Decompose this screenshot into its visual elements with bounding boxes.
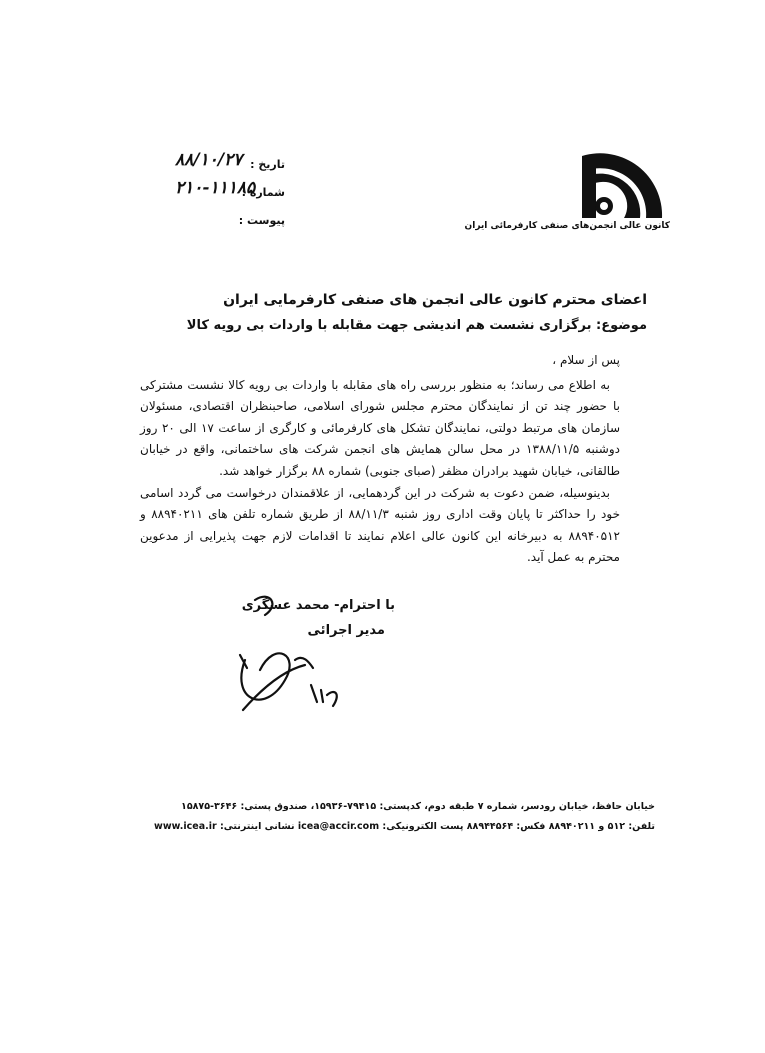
letter-footer [154, 797, 655, 837]
number-value: ۲۱۰-۱۱۱۸۵ [175, 178, 256, 198]
attachment-label: پیوست : [238, 214, 285, 227]
footer-address: خیابان حافظ، خیابان رودسر، شماره ۷ طبقه دوم، کدپستی: ۷۹۴۱۵-۱۵۹۳۶، صندوق پستی: ۳۶۴۶-۱۵۸۷۵ [181, 801, 655, 812]
letter-subject: موضوع: برگزاری نشست هم اندیشی جهت مقابله با واردات بی رویه کالا [186, 318, 647, 333]
signature-closing: با احترام- محمد عسگری [241, 598, 395, 613]
number-row [175, 178, 285, 206]
organization-name: کانون عالی انجمن‌های صنفی کارفرمائی ایران [464, 221, 670, 231]
date-row [175, 150, 285, 178]
letter-paragraph-2: بدینوسیله، ضمن دعوت به شرکت در این گردهمایی، از علاقمندان درخواست می گردد اسامی خود را حداکثر تا پایان وقت اداری روز شنبه ۸۸/۱۱/۳ از طریق شماره تلفن های ۸۸۹۴۰۲۱۱ و ۸۸۹۴۰۵۱۲ به دبیرخانه این کانون عالی اعلام نمایند تا اقدامات لازم جهت پذیرایی از مدعوین محترم به عمل آید. [140, 485, 620, 565]
letter-paragraph-1: به اطلاع می رساند؛ به منظور بررسی راه های مقابله با واردات بی رویه کالا نشست مشترکی با حضور چند تن از نمایندگان محترم مجلس شورای اسلامی، صاحبنظران اقتصادی، مسئولان سازمان های مرتبط دولتی، نمایندگان تشکل های کارفرمائی و کارگری از ساعت ۱۷ الی ۲۰ روز دوشنبه ۱۳۸۸/۱۱/۵ در محل سالن همایش های انجمن شرکت های ساختمانی، واقع در خیابان طالقانی، خیابان شهید برادران مظفر (صبای جنوبی) شماره ۸۸ برگزار خواهد شد. [140, 377, 621, 478]
date-value: ۸۸/۱۰/۲۷ [175, 150, 243, 170]
letter-greeting: پس از سلام ، [552, 353, 620, 367]
number-label: شماره : [241, 186, 285, 199]
attachment-row [175, 206, 285, 234]
letter-recipient: اعضای محترم کانون عالی انجمن های صنفی کارفرمایی ایران [223, 292, 647, 308]
logo-icon [560, 148, 670, 223]
letter-meta [175, 150, 285, 234]
signature-title: مدیر اجرائی [307, 623, 385, 638]
letter-body [140, 350, 620, 569]
date-label: تاریخ : [250, 158, 285, 171]
handwritten-signature-icon [225, 590, 365, 730]
footer-contact: تلفن: ۵۱۲ و ۸۸۹۴۰۲۱۱ فکس: ۸۸۹۴۴۵۶۴ پست الکترونیکی: icea@accir.com نشانی اینترنتی: www.icea.ir [154, 821, 655, 832]
